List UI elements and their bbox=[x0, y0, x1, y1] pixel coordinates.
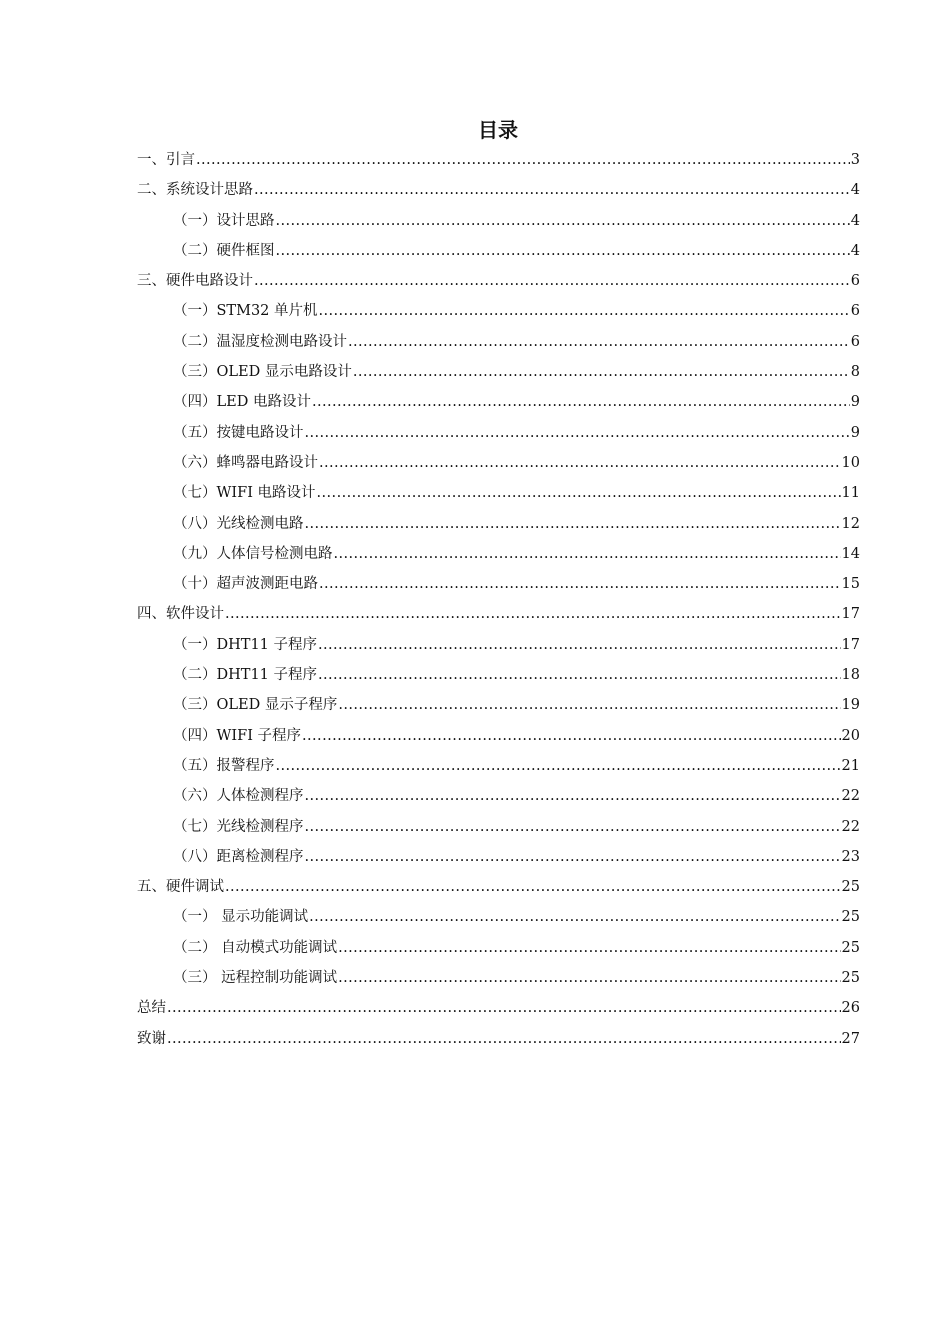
toc-entry[interactable] bbox=[137, 539, 860, 569]
toc-title: 目录 bbox=[478, 118, 518, 142]
toc-entry[interactable] bbox=[137, 206, 860, 236]
toc-entry-label: 总结 bbox=[137, 1000, 166, 1017]
toc-entry-page-number: 6 bbox=[850, 333, 860, 350]
toc-dot-leader bbox=[196, 145, 850, 175]
toc-entry-label: 五、硬件调试 bbox=[137, 879, 224, 896]
toc-entry[interactable] bbox=[137, 872, 860, 902]
toc-entry[interactable] bbox=[137, 478, 860, 508]
toc-entry-label: （六）人体检测程序 bbox=[173, 788, 304, 805]
toc-dot-leader bbox=[276, 751, 841, 781]
toc-dot-leader bbox=[338, 690, 840, 720]
toc-entry[interactable] bbox=[137, 660, 860, 690]
toc-entry-label: （一）设计思路 bbox=[173, 212, 275, 229]
toc-dot-leader bbox=[254, 175, 850, 205]
toc-entry-page-number: 25 bbox=[841, 970, 860, 987]
toc-entry-page-number: 4 bbox=[850, 182, 860, 199]
toc-entry[interactable] bbox=[137, 721, 860, 751]
toc-entry[interactable] bbox=[137, 842, 860, 872]
toc-entry-label: （七）光线检测程序 bbox=[173, 818, 304, 835]
toc-dot-leader bbox=[276, 206, 850, 236]
toc-entry[interactable] bbox=[137, 812, 860, 842]
toc-entry-label: 致谢 bbox=[137, 1030, 166, 1047]
toc-dot-leader bbox=[305, 418, 850, 448]
toc-entry-page-number: 18 bbox=[841, 667, 860, 684]
toc-entry-label: （二）DHT11 子程序 bbox=[173, 667, 318, 684]
toc-entry-page-number: 26 bbox=[841, 1000, 860, 1017]
toc-entry-page-number: 8 bbox=[850, 364, 860, 381]
toc-entry-page-number: 4 bbox=[850, 242, 860, 259]
toc-dot-leader bbox=[338, 933, 840, 963]
toc-entry-page-number: 25 bbox=[841, 909, 860, 926]
toc-entry-label: （四）LED 电路设计 bbox=[173, 394, 311, 411]
toc-entry[interactable] bbox=[137, 1024, 860, 1054]
toc-entry-label: （三） 远程控制功能调试 bbox=[173, 970, 338, 987]
toc-entry[interactable] bbox=[137, 266, 860, 296]
toc-entry-page-number: 12 bbox=[841, 515, 860, 532]
toc-dot-leader bbox=[167, 1024, 841, 1054]
toc-entry[interactable] bbox=[137, 296, 860, 326]
toc-entry-page-number: 9 bbox=[850, 394, 860, 411]
toc-entry-label: （八）距离检测程序 bbox=[173, 848, 304, 865]
toc-dot-leader bbox=[312, 387, 850, 417]
toc-entry[interactable] bbox=[137, 418, 860, 448]
toc-entry[interactable] bbox=[137, 175, 860, 205]
toc-entry-label: 一、引言 bbox=[137, 152, 195, 168]
toc-entry[interactable] bbox=[137, 387, 860, 417]
toc-entry-label: （二）硬件框图 bbox=[173, 242, 275, 259]
toc-entry[interactable] bbox=[137, 902, 860, 932]
toc-entry-label: （五）报警程序 bbox=[173, 757, 275, 774]
toc-entry-page-number: 6 bbox=[850, 273, 860, 290]
toc-entry[interactable] bbox=[137, 630, 860, 660]
toc-entry[interactable] bbox=[137, 509, 860, 539]
toc-entry-page-number: 15 bbox=[841, 576, 860, 593]
toc-dot-leader bbox=[254, 266, 850, 296]
toc-dot-leader bbox=[319, 296, 850, 326]
toc-entry-page-number: 23 bbox=[841, 848, 860, 865]
toc-list bbox=[137, 145, 860, 1054]
toc-dot-leader bbox=[338, 963, 840, 993]
toc-entry-page-number: 17 bbox=[841, 636, 860, 653]
toc-entry[interactable] bbox=[137, 357, 860, 387]
toc-dot-leader bbox=[319, 448, 841, 478]
toc-entry-page-number: 25 bbox=[841, 879, 860, 896]
toc-entry[interactable] bbox=[137, 993, 860, 1023]
toc-dot-leader bbox=[309, 902, 840, 932]
toc-dot-leader bbox=[318, 630, 841, 660]
toc-entry[interactable] bbox=[137, 327, 860, 357]
toc-entry-label: （十）超声波测距电路 bbox=[173, 576, 318, 593]
toc-entry-label: （三）OLED 显示电路设计 bbox=[173, 364, 352, 381]
toc-dot-leader bbox=[305, 842, 841, 872]
toc-entry[interactable] bbox=[137, 448, 860, 478]
toc-entry-label: 二、系统设计思路 bbox=[137, 182, 253, 199]
toc-entry-label: （三）OLED 显示子程序 bbox=[173, 697, 338, 714]
toc-entry-label: （一）DHT11 子程序 bbox=[173, 636, 318, 653]
toc-entry-page-number: 9 bbox=[850, 424, 860, 441]
toc-dot-leader bbox=[318, 660, 841, 690]
toc-entry[interactable] bbox=[137, 599, 860, 629]
toc-dot-leader bbox=[317, 478, 841, 508]
toc-entry-label: （七）WIFI 电路设计 bbox=[173, 485, 316, 502]
toc-entry-page-number: 20 bbox=[841, 727, 860, 744]
toc-entry-label: （一） 显示功能调试 bbox=[173, 909, 309, 926]
toc-entry-label: （二） 自动模式功能调试 bbox=[173, 939, 338, 956]
toc-entry-label: （九）人体信号检测电路 bbox=[173, 545, 333, 562]
toc-entry-page-number: 11 bbox=[841, 485, 860, 502]
toc-entry-page-number: 6 bbox=[850, 303, 860, 320]
toc-entry[interactable] bbox=[137, 690, 860, 720]
toc-entry-label: （一）STM32 单片机 bbox=[173, 303, 318, 320]
toc-entry-page-number: 19 bbox=[841, 697, 860, 714]
toc-dot-leader bbox=[319, 569, 841, 599]
toc-dot-leader bbox=[348, 327, 850, 357]
toc-entry-page-number: 14 bbox=[841, 545, 860, 562]
toc-entry[interactable] bbox=[137, 751, 860, 781]
toc-entry-label: 四、软件设计 bbox=[137, 606, 224, 623]
toc-dot-leader bbox=[225, 872, 841, 902]
toc-entry[interactable] bbox=[137, 569, 860, 599]
toc-dot-leader bbox=[334, 539, 841, 569]
toc-entry-label: 三、硬件电路设计 bbox=[137, 273, 253, 290]
toc-entry-page-number: 10 bbox=[841, 454, 860, 471]
toc-entry[interactable] bbox=[137, 236, 860, 266]
toc-entry[interactable] bbox=[137, 933, 860, 963]
toc-entry[interactable] bbox=[137, 963, 860, 993]
toc-entry[interactable] bbox=[137, 781, 860, 811]
toc-dot-leader bbox=[353, 357, 850, 387]
toc-entry-page-number: 21 bbox=[841, 757, 860, 774]
toc-dot-leader bbox=[302, 721, 841, 751]
toc-entry-page-number: 25 bbox=[841, 939, 860, 956]
toc-dot-leader bbox=[305, 812, 841, 842]
toc-entry-page-number: 27 bbox=[841, 1030, 860, 1047]
toc-entry-page-number: 22 bbox=[841, 788, 860, 805]
toc-entry-page-number: 3 bbox=[850, 152, 860, 168]
toc-entry-label: （五）按键电路设计 bbox=[173, 424, 304, 441]
toc-entry-label: （八）光线检测电路 bbox=[173, 515, 304, 532]
toc-entry-page-number: 22 bbox=[841, 818, 860, 835]
toc-entry-label: （四）WIFI 子程序 bbox=[173, 727, 302, 744]
toc-entry[interactable] bbox=[137, 145, 860, 175]
toc-entry-label: （六）蜂鸣器电路设计 bbox=[173, 454, 318, 471]
toc-dot-leader bbox=[167, 993, 841, 1023]
toc-entry-page-number: 4 bbox=[850, 212, 860, 229]
toc-dot-leader bbox=[305, 509, 841, 539]
toc-dot-leader bbox=[276, 236, 850, 266]
toc-dot-leader bbox=[225, 599, 841, 629]
toc-dot-leader bbox=[305, 781, 841, 811]
toc-entry-label: （二）温湿度检测电路设计 bbox=[173, 333, 347, 350]
toc-entry-page-number: 17 bbox=[841, 606, 860, 623]
